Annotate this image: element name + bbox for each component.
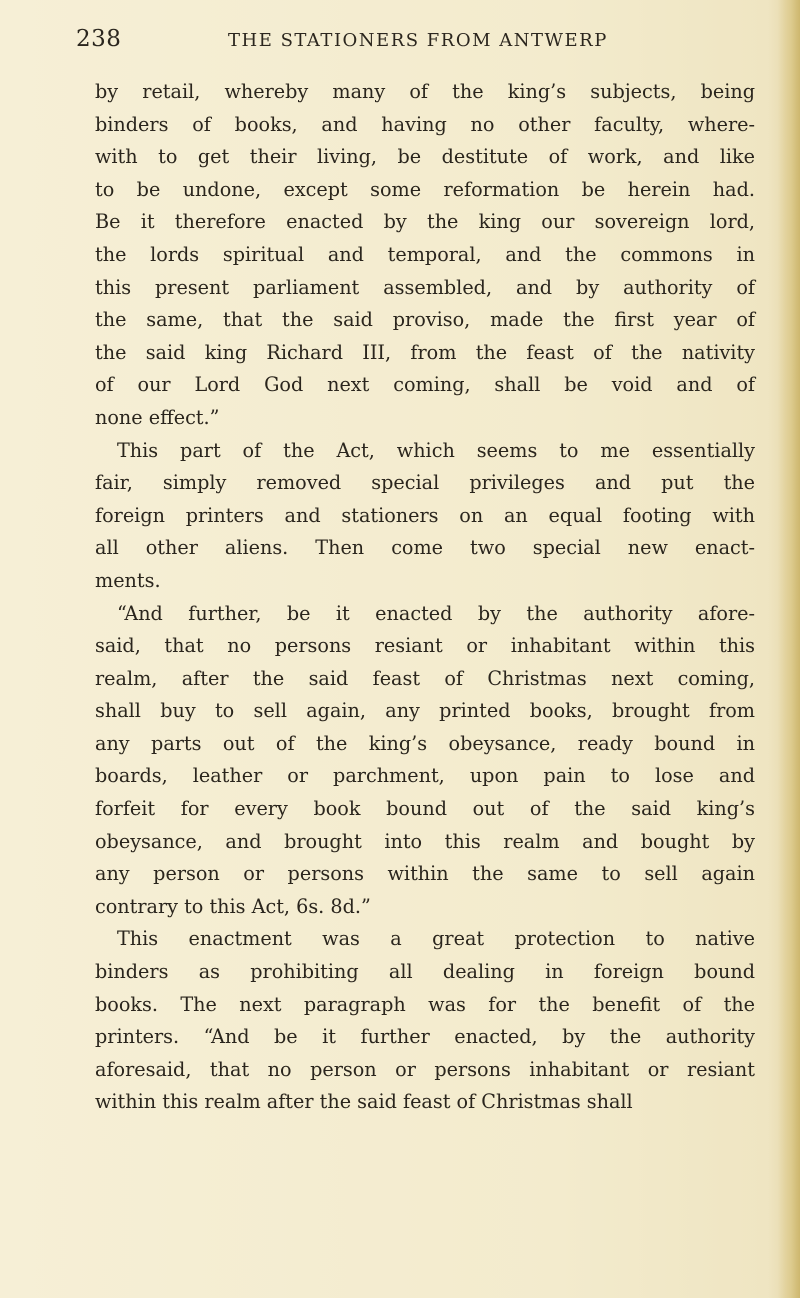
text-line: realm, after the said feast of Christmas next coming, <box>95 666 755 690</box>
page-number: 238 <box>76 26 122 52</box>
text-line: any parts out of the king’s obeysance, ready bound in <box>95 731 755 755</box>
text-line: printers. “And be it further enacted, by the authority <box>95 1025 755 1049</box>
text-line: boards, leather or parchment, upon pain to lose and <box>95 764 755 788</box>
text-line: contrary to this Act, 6s. 8d.” <box>95 894 371 918</box>
text-line: by retail, whereby many of the king’s subjects, being <box>95 80 755 103</box>
text-line: within this realm after the said feast of Christmas shall <box>95 1090 633 1114</box>
text-line: the said king Richard III, from the feast of the nativity <box>95 340 755 364</box>
text-line: obeysance, and brought into this realm and bought by <box>95 829 755 853</box>
text-line: said, that no persons resiant or inhabitant within this <box>95 634 755 658</box>
text-line: with to get their living, be destitute of work, and like <box>95 145 755 169</box>
text-line: foreign printers and stationers on an equal footing with <box>95 503 755 527</box>
text-line: forfeit for every book bound out of the said king’s <box>95 797 755 821</box>
text-line: binders of books, and having no other faculty, where- <box>95 112 755 136</box>
text-line: to be undone, except some reformation be herein had. <box>95 177 755 201</box>
text-line: any person or persons within the same to sell again <box>95 862 755 886</box>
running-head <box>76 26 756 60</box>
text-line: Be it therefore enacted by the king our sovereign lord, <box>95 210 755 234</box>
body-text <box>95 76 755 1119</box>
text-line: this present parliament assembled, and by authority of <box>95 275 755 299</box>
text-line: binders as prohibiting all dealing in foreign bound <box>95 960 755 984</box>
text-line: “And further, be it enacted by the authority afore- <box>117 601 755 625</box>
text-line: fair, simply removed special privileges and put the <box>95 471 755 495</box>
text-line: of our Lord God next coming, shall be void and of <box>95 373 755 397</box>
text-line: ments. <box>95 568 161 592</box>
text-line: This part of the Act, which seems to me essentially <box>117 438 755 462</box>
text-line: shall buy to sell again, any printed books, brought from <box>95 699 755 723</box>
text-line: all other aliens. Then come two special new enact- <box>95 536 755 560</box>
text-line: aforesaid, that no person or persons inhabitant or resiant <box>95 1057 755 1081</box>
text-line: none effect.” <box>95 405 220 429</box>
text-line: the lords spiritual and temporal, and the commons in <box>95 242 755 266</box>
text-line: the same, that the said proviso, made the first year of <box>95 308 755 332</box>
text-line: This enactment was a great protection to native <box>117 927 755 951</box>
text-line: books. The next paragraph was for the benefit of the <box>95 992 755 1016</box>
page-edge-shadow <box>778 0 800 1298</box>
running-title: THE STATIONERS FROM ANTWERP <box>228 30 608 51</box>
